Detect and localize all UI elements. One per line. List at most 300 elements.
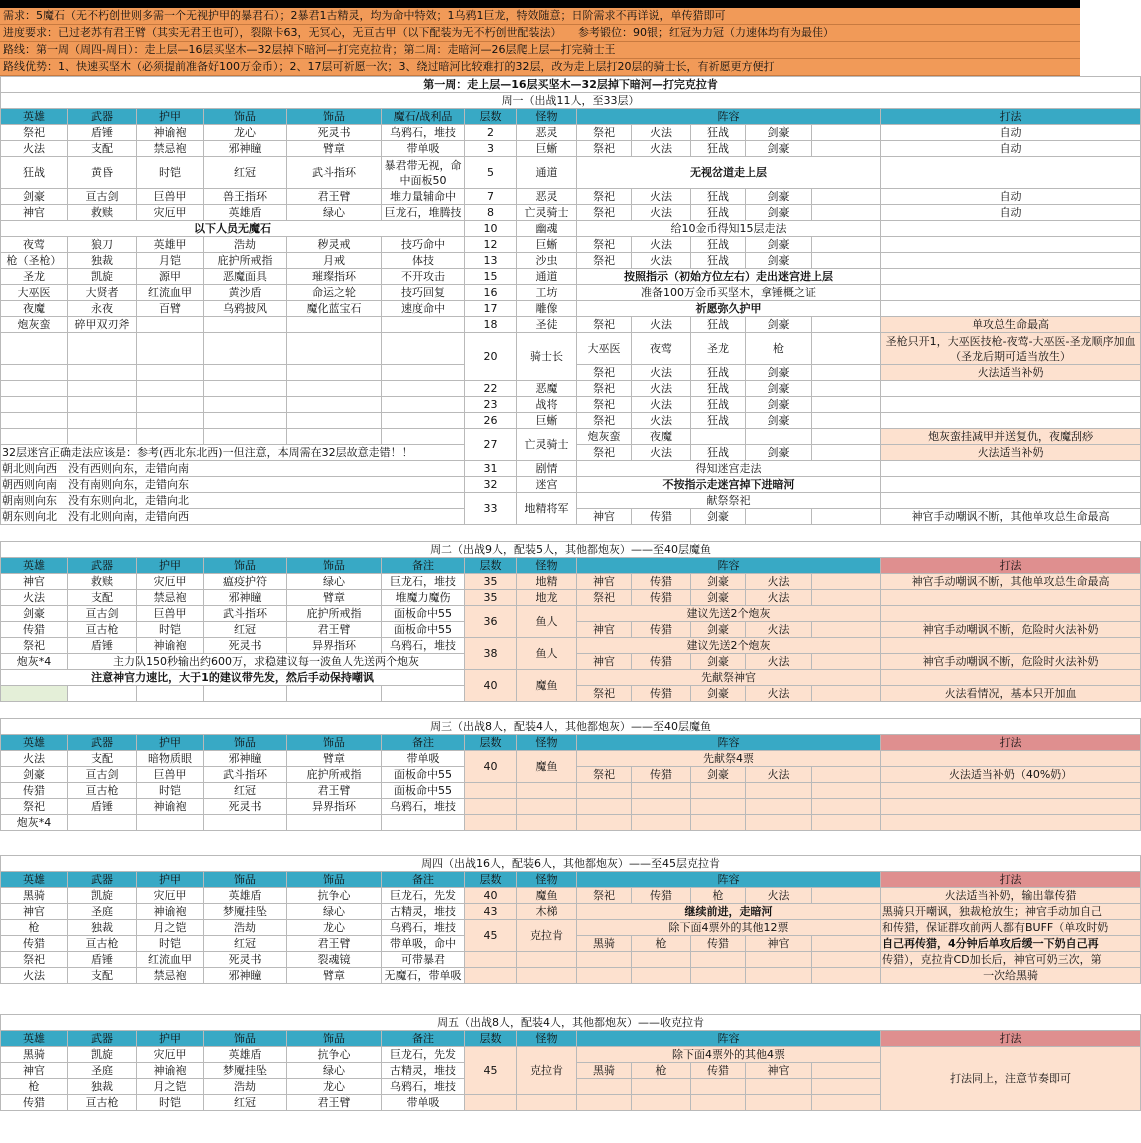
cell: 狂战 — [691, 397, 746, 413]
table-row — [1, 269, 1141, 285]
col-note: 备注 — [382, 872, 465, 888]
col-weapon: 武器 — [68, 109, 137, 125]
cell: 臂章 — [287, 751, 382, 767]
table-row — [1, 461, 1141, 477]
cell: 魔鱼 — [517, 670, 577, 702]
cell: 灾厄甲 — [137, 574, 204, 590]
cell: 炮灰蛮 — [1, 317, 68, 333]
cell: 武斗指环 — [204, 767, 287, 783]
cell: 圣龙 — [1, 269, 68, 285]
cell: 传猎 — [632, 622, 691, 638]
cell: 8 — [465, 205, 517, 221]
fodder-label: 炮灰*4 — [1, 654, 68, 670]
col-team: 阵容 — [577, 1031, 881, 1047]
cell: 传猎 — [632, 574, 691, 590]
table-row — [1, 904, 1141, 920]
col-team: 阵容 — [577, 109, 881, 125]
cell: 盾锤 — [68, 638, 137, 654]
table-row — [1, 968, 1141, 984]
cell: 巨蜥 — [517, 413, 577, 429]
table-row — [1, 751, 1141, 767]
cell: 32 — [465, 477, 517, 493]
cell: 剑豪 — [746, 445, 812, 461]
cell: 火法 — [632, 141, 691, 157]
cell: 狂战 — [691, 205, 746, 221]
tactic-line: 一次给黑骑 — [881, 968, 1141, 984]
cell: 神官 — [577, 574, 632, 590]
cell: 臂章 — [287, 968, 382, 984]
cell: 祭祀 — [577, 381, 632, 397]
cell: 绿心 — [287, 574, 382, 590]
cell: 通道 — [517, 269, 577, 285]
col-hero: 英雄 — [1, 872, 68, 888]
table-row — [1, 413, 1141, 429]
cell: 神官 — [577, 509, 632, 525]
cell: 祭祀 — [577, 686, 632, 702]
cell: 亘古剑 — [68, 767, 137, 783]
cell: 英雄盾 — [204, 888, 287, 904]
cell: 红流血甲 — [137, 285, 204, 301]
table-header — [1, 558, 1141, 574]
cell: 迷宫 — [517, 477, 577, 493]
table-row — [1, 333, 1141, 365]
cell: 克拉肯 — [517, 1047, 577, 1095]
col-acc2: 饰品 — [287, 109, 382, 125]
col-weapon: 武器 — [68, 558, 137, 574]
cell: 巨蜥 — [517, 237, 577, 253]
cell: 乌鸦石，堆技 — [382, 799, 465, 815]
cell: 夜魔 — [1, 301, 68, 317]
cell: 圣庭 — [68, 904, 137, 920]
cell: 邪神瞳 — [204, 968, 287, 984]
cell: 带单吸 — [382, 1095, 465, 1111]
col-team: 阵容 — [577, 872, 881, 888]
cell: 臂章 — [287, 141, 382, 157]
cell: 亘古剑 — [68, 606, 137, 622]
cell: 火法 — [746, 686, 812, 702]
cell: 建议先送2个炮灰 — [577, 606, 881, 622]
col-hero: 英雄 — [1, 558, 68, 574]
cell: 枪 — [746, 333, 812, 365]
cell: 英雄盾 — [204, 205, 287, 221]
col-note: 备注 — [382, 558, 465, 574]
week1-title: 第一周：走上层—16层买坚木—32层掉下暗河—打完克拉肯 — [1, 77, 1141, 93]
day-title: 周五（出战8人，配装4人，其他都炮灰）——收克拉肯 — [1, 1015, 1141, 1031]
col-stone: 魔石/战利品 — [382, 109, 465, 125]
col-tactic: 打法 — [881, 1031, 1141, 1047]
cell: 月戒 — [287, 253, 382, 269]
cell: 红流血甲 — [137, 952, 204, 968]
cell: 火法 — [746, 888, 812, 904]
col-acc2: 饰品 — [287, 1031, 382, 1047]
cell: 死灵书 — [287, 125, 382, 141]
col-floor: 层数 — [465, 872, 517, 888]
cell: 邪神瞳 — [204, 141, 287, 157]
cell: 枪 — [632, 936, 691, 952]
cell: 凯旋 — [68, 269, 137, 285]
cell: 鱼人 — [517, 606, 577, 638]
cell: 时铠 — [137, 1095, 204, 1111]
cell: 巨龙石，先发 — [382, 1047, 465, 1063]
cell: 12 — [465, 237, 517, 253]
cell: 君王臂 — [287, 189, 382, 205]
cell: 剑豪 — [691, 686, 746, 702]
cell: 神官 — [1, 904, 68, 920]
banner-advantage: 路线优势：1、快速买坚木（必须提前准备好100万金币）；2、17层可祈愿一次；3、绕过暗河比较难打的32层，改为走上层打20层的骑士长，有祈愿更方便打 — [0, 59, 1080, 76]
cell: 剑豪 — [746, 189, 812, 205]
table-row — [1, 493, 1141, 509]
cell: 异界指环 — [287, 638, 382, 654]
cell: 15 — [465, 269, 517, 285]
cell: 13 — [465, 253, 517, 269]
col-monster: 怪物 — [517, 872, 577, 888]
tactic-line: 传猎），克拉肯CD加长后，神官可奶三次，第 — [881, 952, 1141, 968]
cell: 5 — [465, 157, 517, 189]
table-row — [1, 221, 1141, 237]
cell: 凯旋 — [68, 888, 137, 904]
col-team: 阵容 — [577, 558, 881, 574]
cell: 邪神瞳 — [204, 590, 287, 606]
table-header — [1, 109, 1141, 125]
cell: 35 — [465, 574, 517, 590]
cell: 绿心 — [287, 205, 382, 221]
table-row — [1, 317, 1141, 333]
cell: 兽王指环 — [204, 189, 287, 205]
cell: 祭祀 — [577, 189, 632, 205]
cell: 巨龙石，堆技 — [382, 574, 465, 590]
cell: 神官 — [577, 654, 632, 670]
table-row — [1, 638, 1141, 654]
day-title: 周二（出战9人，配装5人，其他都炮灰）——至40层魔鱼 — [1, 542, 1141, 558]
table-row — [1, 783, 1141, 799]
cell: 剧情 — [517, 461, 577, 477]
cell: 乌鸦石，堆技 — [382, 638, 465, 654]
cell: 打法同上，注意节奏即可 — [881, 1047, 1141, 1111]
cell: 23 — [465, 397, 517, 413]
cell: 面板命中55 — [382, 606, 465, 622]
cell: 祈愿弥久护甲 — [577, 301, 881, 317]
table-row — [1, 590, 1141, 606]
cell: 邪神瞳 — [204, 751, 287, 767]
col-monster: 怪物 — [517, 1031, 577, 1047]
cell: 火法 — [1, 590, 68, 606]
table-header — [1, 872, 1141, 888]
cell: 31 — [465, 461, 517, 477]
cell: 时铠 — [137, 157, 204, 189]
cell: 传猎 — [1, 1095, 68, 1111]
cell: 传猎 — [691, 1063, 746, 1079]
tactic-line: 自己再传猎，4分钟后单攻后缓一下奶自己再 — [881, 936, 1141, 952]
cell: 英雄甲 — [137, 237, 204, 253]
cell: 大贤者 — [68, 285, 137, 301]
cell: 神官 — [746, 1063, 812, 1079]
cell: 臂章 — [287, 590, 382, 606]
cell: 祭祀 — [577, 413, 632, 429]
cell: 剑豪 — [746, 125, 812, 141]
cell: 灾厄甲 — [137, 205, 204, 221]
cell: 狂战 — [691, 141, 746, 157]
cell: 炮灰蛮 — [577, 429, 632, 445]
cell: 技巧回复 — [382, 285, 465, 301]
cell: 18 — [465, 317, 517, 333]
cell: 先献祭4票 — [577, 751, 881, 767]
cell: 死灵书 — [204, 952, 287, 968]
cell: 传猎 — [632, 888, 691, 904]
table-row — [1, 237, 1141, 253]
table-row — [1, 952, 1141, 968]
col-tactic: 打法 — [881, 872, 1141, 888]
cell: 祭祀 — [1, 952, 68, 968]
cell: 枪 — [1, 1079, 68, 1095]
cell: 火法 — [632, 445, 691, 461]
col-floor: 层数 — [465, 109, 517, 125]
cell: 速度命中 — [382, 301, 465, 317]
cell: 巨龙石，堆腾技 — [382, 205, 465, 221]
cell: 夜魔 — [632, 429, 691, 445]
cell: 克拉肯 — [517, 920, 577, 952]
cell: 火法看情况，基本只开加血 — [881, 686, 1141, 702]
cell: 地龙 — [517, 590, 577, 606]
day-title: 周三（出战8人，配装4人，其他都炮灰）——至40层魔鱼 — [1, 719, 1141, 735]
cell: 传猎 — [1, 936, 68, 952]
cell: 亘古剑 — [68, 189, 137, 205]
col-weapon: 武器 — [68, 872, 137, 888]
cell: 神官手动嘲讽不断，其他单攻总生命最高 — [881, 509, 1141, 525]
cell: 狂战 — [691, 381, 746, 397]
cell: 神官手动嘲讽不断，危险时火法补奶 — [881, 654, 1141, 670]
cell: 40 — [465, 670, 517, 702]
cell: 狂战 — [691, 125, 746, 141]
cell: 自动 — [881, 189, 1141, 205]
cell: 夜莺 — [1, 237, 68, 253]
cell: 不开攻击 — [382, 269, 465, 285]
cell: 命运之轮 — [287, 285, 382, 301]
cell: 梦魇挂坠 — [204, 904, 287, 920]
cell: 45 — [465, 920, 517, 952]
cell: 神官 — [1, 205, 68, 221]
cell: 火法适当补奶，输出靠传猎 — [881, 888, 1141, 904]
cell: 璀璨指环 — [287, 269, 382, 285]
col-armor: 护甲 — [137, 1031, 204, 1047]
col-monster: 怪物 — [517, 109, 577, 125]
cell: 自动 — [881, 141, 1141, 157]
cell: 魔鱼 — [517, 751, 577, 783]
col-tactic: 打法 — [881, 109, 1141, 125]
cell: 传猎 — [632, 767, 691, 783]
cell: 剑豪 — [691, 590, 746, 606]
cell: 火法 — [632, 397, 691, 413]
cell: 单攻总生命最高 — [881, 317, 1141, 333]
no-stone-label: 以下人员无魔石 — [1, 221, 465, 237]
cell: 剑豪 — [746, 381, 812, 397]
cell: 剑豪 — [1, 606, 68, 622]
table-row — [1, 606, 1141, 622]
cell: 神官 — [746, 936, 812, 952]
cell: 祭祀 — [577, 397, 632, 413]
col-armor: 护甲 — [137, 558, 204, 574]
cell: 继续前进，走暗河 — [577, 904, 881, 920]
table-row — [1, 888, 1141, 904]
cell: 幽魂 — [517, 221, 577, 237]
cell: 通道 — [517, 157, 577, 189]
cell: 灾厄甲 — [137, 888, 204, 904]
cell: 2 — [465, 125, 517, 141]
cell: 庇护所戒指 — [287, 606, 382, 622]
cell: 祭祀 — [577, 767, 632, 783]
cell: 乌鸦石，堆技 — [382, 125, 465, 141]
col-monster: 怪物 — [517, 558, 577, 574]
cell: 带单吸 — [382, 141, 465, 157]
cell: 枪（圣枪） — [1, 253, 68, 269]
cell: 祭祀 — [577, 445, 632, 461]
cell: 圣庭 — [68, 1063, 137, 1079]
cell: 自动 — [881, 205, 1141, 221]
cell: 除下面4票外的其他12票 — [577, 920, 881, 936]
cell: 不按指示走迷宫掉下进暗河 — [577, 477, 881, 493]
cell: 祭祀 — [577, 253, 632, 269]
cell: 狂战 — [691, 365, 746, 381]
cell: 神谕袍 — [137, 125, 204, 141]
cell: 灾厄甲 — [137, 1047, 204, 1063]
note-floor32: 32层迷宫正确走法应该是：参考(西北东北西)一但注意，本周需在32层故意走错！！ — [1, 445, 465, 461]
col-acc2: 饰品 — [287, 872, 382, 888]
col-team: 阵容 — [577, 735, 881, 751]
cell: 火法 — [632, 381, 691, 397]
cell: 准备100万金币买坚木，拿锤概之证 — [577, 285, 881, 301]
cell: 祭祀 — [577, 317, 632, 333]
cell: 剑豪 — [746, 141, 812, 157]
cell: 40 — [465, 751, 517, 783]
cell: 传猎 — [691, 936, 746, 952]
cell: 神谕袍 — [137, 638, 204, 654]
table-row — [1, 397, 1141, 413]
col-weapon: 武器 — [68, 735, 137, 751]
cell: 剑豪 — [1, 189, 68, 205]
col-hero: 英雄 — [1, 735, 68, 751]
cell: 神官 — [1, 1063, 68, 1079]
cell: 盾锤 — [68, 799, 137, 815]
col-acc1: 饰品 — [204, 735, 287, 751]
cell: 战将 — [517, 397, 577, 413]
cell: 17 — [465, 301, 517, 317]
cell: 无视岔道走上层 — [577, 157, 881, 189]
cell: 骑士长 — [517, 333, 577, 381]
cell: 暴君带无视，命中面板50 — [382, 157, 465, 189]
table-row — [1, 920, 1141, 936]
cell: 火法 — [632, 205, 691, 221]
cell: 红冠 — [204, 157, 287, 189]
cell: 祭祀 — [577, 205, 632, 221]
cell: 君王臂 — [287, 622, 382, 638]
cell: 红冠 — [204, 936, 287, 952]
cell: 圣徒 — [517, 317, 577, 333]
cell: 永夜 — [68, 301, 137, 317]
cell: 禁忌袍 — [137, 141, 204, 157]
cell: 时铠 — [137, 783, 204, 799]
cell: 支配 — [68, 590, 137, 606]
cell: 剑豪 — [746, 205, 812, 221]
cell: 面板命中55 — [382, 767, 465, 783]
cell: 16 — [465, 285, 517, 301]
cell: 枪 — [691, 888, 746, 904]
table-header — [1, 1031, 1141, 1047]
cell: 剑豪 — [746, 237, 812, 253]
cell: 梦魇挂坠 — [204, 1063, 287, 1079]
cell: 传猎 — [1, 783, 68, 799]
cell: 黑骑 — [1, 1047, 68, 1063]
cell: 堆魔力魔伤 — [382, 590, 465, 606]
table-row — [1, 1047, 1141, 1063]
cell: 22 — [465, 381, 517, 397]
cell: 神官手动嘲讽不断，危险时火法补奶 — [881, 622, 1141, 638]
cell: 狂战 — [691, 413, 746, 429]
cell: 火法 — [746, 767, 812, 783]
col-hero: 英雄 — [1, 109, 68, 125]
cell: 异界指环 — [287, 799, 382, 815]
cell: 神谕袍 — [137, 799, 204, 815]
cell: 支配 — [68, 141, 137, 157]
cell: 圣枪只开1，大巫医技枪-夜莺-大巫医-圣龙顺序加血（圣龙后期可适当放生） — [881, 333, 1141, 365]
col-note: 备注 — [382, 1031, 465, 1047]
table-row — [1, 477, 1141, 493]
cell: 狂战 — [691, 237, 746, 253]
fodder-label: 炮灰*4 — [1, 815, 68, 831]
cell: 火法 — [1, 968, 68, 984]
cell: 技巧命中 — [382, 237, 465, 253]
cell: 26 — [465, 413, 517, 429]
cell: 鱼人 — [517, 638, 577, 670]
cell: 红冠 — [204, 622, 287, 638]
cell: 黄沙盾 — [204, 285, 287, 301]
cell: 古精灵，堆技 — [382, 904, 465, 920]
fodder-note: 主力队150秒输出约600万，求稳建议每一波鱼人先送两个炮灰 — [68, 654, 465, 670]
table-row — [1, 574, 1141, 590]
cell: 亘古枪 — [68, 783, 137, 799]
cell: 龙心 — [204, 125, 287, 141]
cell: 火法 — [746, 654, 812, 670]
cell: 时铠 — [137, 622, 204, 638]
cell: 狂战 — [691, 253, 746, 269]
cell: 神官 — [577, 622, 632, 638]
cell: 独裁 — [68, 920, 137, 936]
day-title: 周四（出战16人，配装6人，其他都炮灰）——至45层克拉肯 — [1, 856, 1141, 872]
cell: 火法 — [1, 751, 68, 767]
cell: 狂战 — [691, 445, 746, 461]
cell: 大巫医 — [1, 285, 68, 301]
table-row — [1, 125, 1141, 141]
cell: 剑豪 — [1, 767, 68, 783]
cell: 38 — [465, 638, 517, 670]
cell: 献祭祭祀 — [577, 493, 881, 509]
cell: 传猎 — [632, 654, 691, 670]
cell: 27 — [465, 429, 517, 461]
cell: 君王臂 — [287, 783, 382, 799]
cell: 剑豪 — [691, 622, 746, 638]
cell: 火法 — [632, 237, 691, 253]
col-acc2: 饰品 — [287, 558, 382, 574]
cell: 龙心 — [287, 920, 382, 936]
col-acc1: 饰品 — [204, 109, 287, 125]
table-row — [1, 799, 1141, 815]
col-armor: 护甲 — [137, 872, 204, 888]
cell: 红冠 — [204, 783, 287, 799]
cell: 黑骑 — [577, 936, 632, 952]
cell: 43 — [465, 904, 517, 920]
cell: 无魔石，带单吸 — [382, 968, 465, 984]
col-monster: 怪物 — [517, 735, 577, 751]
col-floor: 层数 — [465, 1031, 517, 1047]
cell: 独裁 — [68, 253, 137, 269]
